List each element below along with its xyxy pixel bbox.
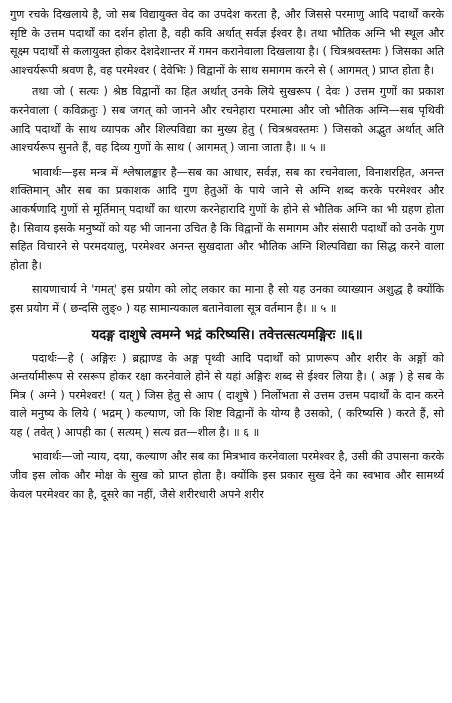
mantra-verse: यदङ्ग दाशुषे त्वमग्ने भद्रं करिष्यसि। तवेत्तत्सत्यमङ्गिरः ॥६॥ <box>91 326 363 343</box>
sayana-note: सायणाचार्य ने 'गमत्' इस प्रयोग को लोट् लकार का माना है सो यह उनका व्याख्यान अशुद्ध है क्योंकि इस प्रयोग में ( छन्दसि लुङ्० ) यह सामान्यकाल बतानेवाला सूत्र वर्तमान है। ॥ ५ ॥ <box>10 283 444 315</box>
bhavarth-paragraph: भावार्थः—इस मन्त्र में श्लेषालङ्कार है—सब का आधार, सर्वज्ञ, सब का रचनेवाला, विनाशरहित, अनन्त शक्तिमान् और सब का प्रकाशक आदि गुण हेतुओं के पाये जाने से अग्नि शब्द करके परमेश्वर और आकर्षणादि गुणों से मूर्तिमान् पदार्थों का धारण करनेहारादि गुणों के होने से भौतिक अग्नि का भी ग्रहण होता है। सिवाय इसके मनुष्यों को यह भी जानना उचित है कि विद्वानों के समागम और संसारी पदार्थों को उनके गुण सहित विचारने से परमदयालु, परमेश्वर अनन्त सुखदाता और भौतिक अग्नि शिल्पविद्या का सिद्ध करने वाला होता है। <box>10 165 444 272</box>
paragraph-1: गुण रचके दिखलाये है, जो सब विद्यायुक्त वेद का उपदेश करता है, और जिससे परमाणु आदि पदार्थों करके सृष्टि के उत्तम पदार्थों का दर्शन होता है, वही कवि अर्थात् सर्वज्ञ ईश्वर है। तथा भौतिक अग्नि भी स्थूल और सूक्ष्म पदार्थों से कलायुक्त होकर देशदेशान्तर में गमन करानेवाला दिखलाया है। ( चित्रश्रवस्तमः ) जिसका अति आश्चर्यरूपी श्रवण है, वह परमेश्वर ( देवेभिः ) विद्वानों के साथ समागम करने से ( आगमत् ) प्राप्त होता है। <box>10 8 444 77</box>
padarth-paragraph: पदार्थः—हे ( अङ्गिरः ) ब्रह्माण्ड के अङ्ग पृथ्वी आदि पदार्थों को प्राणरूप और शरीर के अङ्गों को अन्तर्यामीरूप से रसरूप होकर रक्षा करनेवाले होने से यहां अङ्गिरः शब्द से ईश्वर लिया है। ( अङ्ग ) हे सब के मित्र ( अग्ने ) परमेश्वर! ( यत् ) जिस हेतु से आप ( दाशुषे ) निर्लोभता से उत्तम उत्तम पदार्थों के दान करने वाले मनुष्य के लिये ( भद्रम् ) कल्याण, जो कि शिष्ट विद्वानों के योग्य है उसको, ( करिष्यसि ) करते हैं, सो यह ( तवेत् ) आपही का ( सत्यम् ) सत्य व्रत—शील है। ॥ ६ ॥ <box>10 351 444 439</box>
bhavarth-paragraph-2: भावार्थः—जो न्याय, दया, कल्याण और सब का मित्रभाव करनेवाला परमेश्वर है, उसी की उपासना करके जीव इस लोक और मोक्ष के सुख को प्राप्त होता है। क्योंकि इस प्रकार सुख देने का स्वभाव और सामर्थ्य केवल परमेश्वर का है, दूसरे का नहीं, जैसे शरीरधारी अपने शरीर <box>10 450 445 501</box>
paragraph-2: तथा जो ( सत्यः ) श्रेष्ठ विद्वानों का हित अर्थात् उनके लिये सुखरूप ( देवः ) उत्तम गुणों का प्रकाश करनेवाला ( कविक्रतुः ) सब जगत् को जानने और रचनेहारा परमात्मा और जो भौतिक अग्नि—सब पृथिवी आदि पदार्थों के साथ व्यापक और शिल्पविद्या का मुख्य हेतु ( चित्रश्रवस्तमः ) जिसको अद्भुत अर्थात् अति आश्चर्यरूप सुनते हैं, वह दिव्य गुणों के साथ ( आगमत् ) जाना जाता है। ॥ ५ ॥ <box>10 85 444 155</box>
